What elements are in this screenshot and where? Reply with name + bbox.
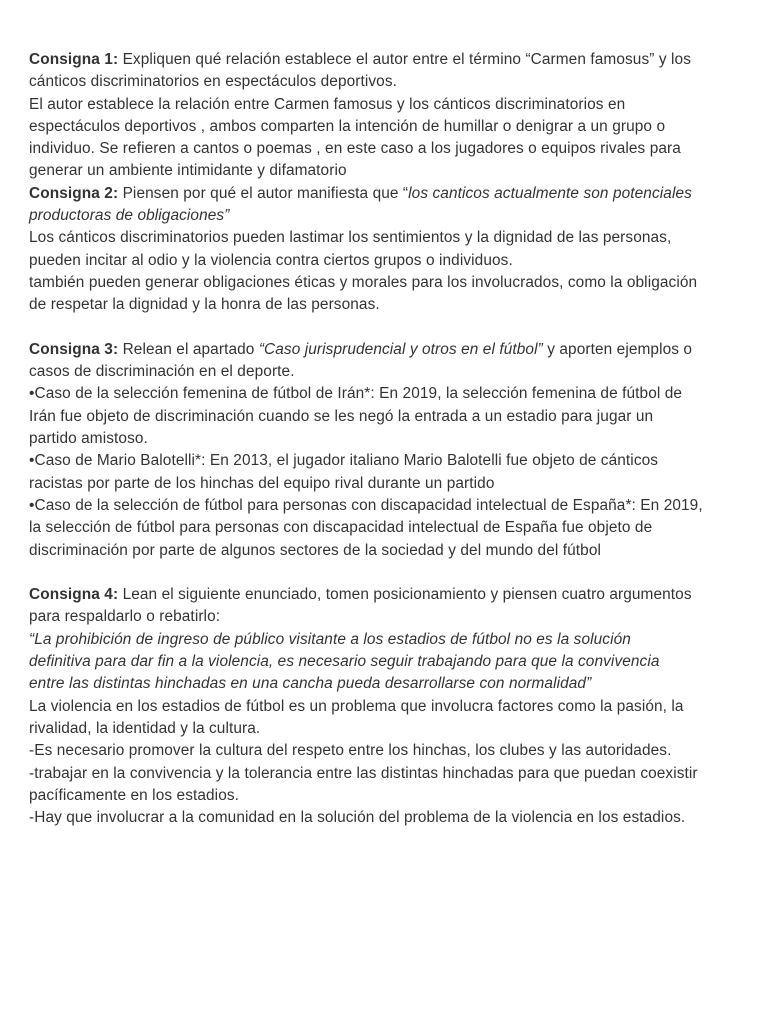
text-line [29, 718, 740, 740]
text-line [29, 740, 740, 762]
body-text: la selección de fútbol para personas con discapacidad intelectual de España fue objeto de [29, 519, 653, 537]
paragraph-spacer [29, 317, 740, 339]
text-line [29, 339, 740, 361]
text-line [29, 250, 740, 272]
body-text: pacíficamente en los estadios. [29, 786, 240, 804]
body-text: Piensen por qué el autor manifiesta que “ [118, 184, 409, 202]
body-text: individuo. Se refieren a cantos o poemas , en este caso a los jugadores o equipos rivales para [29, 140, 681, 158]
body-text: cánticos discriminatorios en espectáculos deportivos. [29, 73, 398, 91]
document-body [29, 49, 740, 829]
quoted-text: los canticos actualmente son potenciales [408, 184, 692, 202]
body-text: también pueden generar obligaciones éticas y morales para los involucrados, como la obligación [29, 273, 698, 291]
text-line [29, 49, 740, 71]
body-text: racistas por parte de los hinchas del equipo rival durante un partido [29, 474, 495, 492]
text-line [29, 473, 740, 495]
body-text: •Caso de Mario Balotelli*: En 2013, el jugador italiano Mario Balotelli fue objeto de cánticos [29, 452, 659, 470]
quoted-text: “La prohibición de ingreso de público visitante a los estadios de fútbol no es la solución [29, 630, 631, 648]
text-line [29, 696, 740, 718]
body-text: pueden incitar al odio y la violencia contra ciertos grupos o individuos. [29, 251, 513, 269]
body-text: discriminación por parte de algunos sectores de la sociedad y del mundo del fútbol [29, 541, 602, 559]
paragraph-spacer [29, 562, 740, 584]
text-line [29, 406, 740, 428]
body-text: para respaldarlo o rebatirlo: [29, 608, 221, 626]
body-text: partido amistoso. [29, 430, 148, 448]
body-text: Lean el siguiente enunciado, tomen posicionamiento y piensen cuatro argumentos [118, 586, 692, 604]
consigna-heading: Consigna 4: [29, 586, 119, 604]
body-text: rivalidad, la identidad y la cultura. [29, 719, 261, 737]
body-text: •Caso de la selección femenina de fútbol de Irán*: En 2019, la selección femenina de fútbol de [29, 385, 683, 403]
body-text: -trabajar en la convivencia y la tolerancia entre las distintas hinchadas para que puedan coexistir [29, 764, 698, 782]
body-text: y aporten ejemplos o [542, 340, 693, 358]
body-text: Los cánticos discriminatorios pueden lastimar los sentimientos y la dignidad de las personas, [29, 229, 672, 247]
text-line [29, 629, 740, 651]
text-line [29, 294, 740, 316]
text-line [29, 606, 740, 628]
body-text: generar un ambiente intimidante y difamatorio [29, 162, 347, 180]
consigna-heading: Consigna 3: [29, 340, 119, 358]
text-line [29, 450, 740, 472]
text-line [29, 428, 740, 450]
text-line [29, 517, 740, 539]
text-line [29, 205, 740, 227]
text-line [29, 540, 740, 562]
quoted-text: definitiva para dar fin a la violencia, es necesario seguir trabajando para que la convivencia [29, 653, 660, 671]
text-line [29, 383, 740, 405]
consigna-heading: Consigna 1: [29, 51, 119, 68]
body-text: de respetar la dignidad y la honra de las personas. [29, 296, 380, 314]
text-line [29, 785, 740, 807]
body-text: -Es necesario promover la cultura del respeto entre los hinchas, los clubes y las autoridades. [29, 742, 672, 760]
text-line [29, 584, 740, 606]
body-text: espectáculos deportivos , ambos comparten la intención de humillar o denigrar a un grupo o [29, 117, 666, 135]
text-line [29, 807, 740, 829]
text-line [29, 160, 740, 182]
body-text: casos de discriminación en el deporte. [29, 363, 295, 381]
text-line [29, 94, 740, 116]
body-text: Expliquen qué relación establece el autor entre el término “Carmen famosus” y los [118, 51, 691, 68]
consigna-heading: Consigna 2: [29, 184, 119, 202]
text-line [29, 272, 740, 294]
text-line [29, 227, 740, 249]
body-text: El autor establece la relación entre Carmen famosus y los cánticos discriminatorios en [29, 95, 626, 113]
body-text: Irán fue objeto de discriminación cuando se les negó la entrada a un estadio para jugar un [29, 407, 654, 425]
text-line [29, 495, 740, 517]
text-line [29, 651, 740, 673]
text-line [29, 763, 740, 785]
body-text: La violencia en los estadios de fútbol es un problema que involucra factores como la pasión, la [29, 697, 684, 715]
text-line [29, 673, 740, 695]
text-line [29, 116, 740, 138]
text-line [29, 138, 740, 160]
quoted-text: “Caso jurisprudencial y otros en el fútbol” [258, 340, 543, 358]
text-line [29, 183, 740, 205]
quoted-text: productoras de obligaciones” [29, 207, 230, 225]
text-line [29, 71, 740, 93]
quoted-text: entre las distintas hinchadas en una cancha pueda desarrollarse con normalidad” [29, 675, 592, 693]
text-line [29, 361, 740, 383]
body-text: Relean el apartado [118, 340, 259, 358]
body-text: -Hay que involucrar a la comunidad en la solución del problema de la violencia en los estadios. [29, 809, 686, 827]
body-text: •Caso de la selección de fútbol para personas con discapacidad intelectual de España*: En 2019, [29, 496, 703, 514]
